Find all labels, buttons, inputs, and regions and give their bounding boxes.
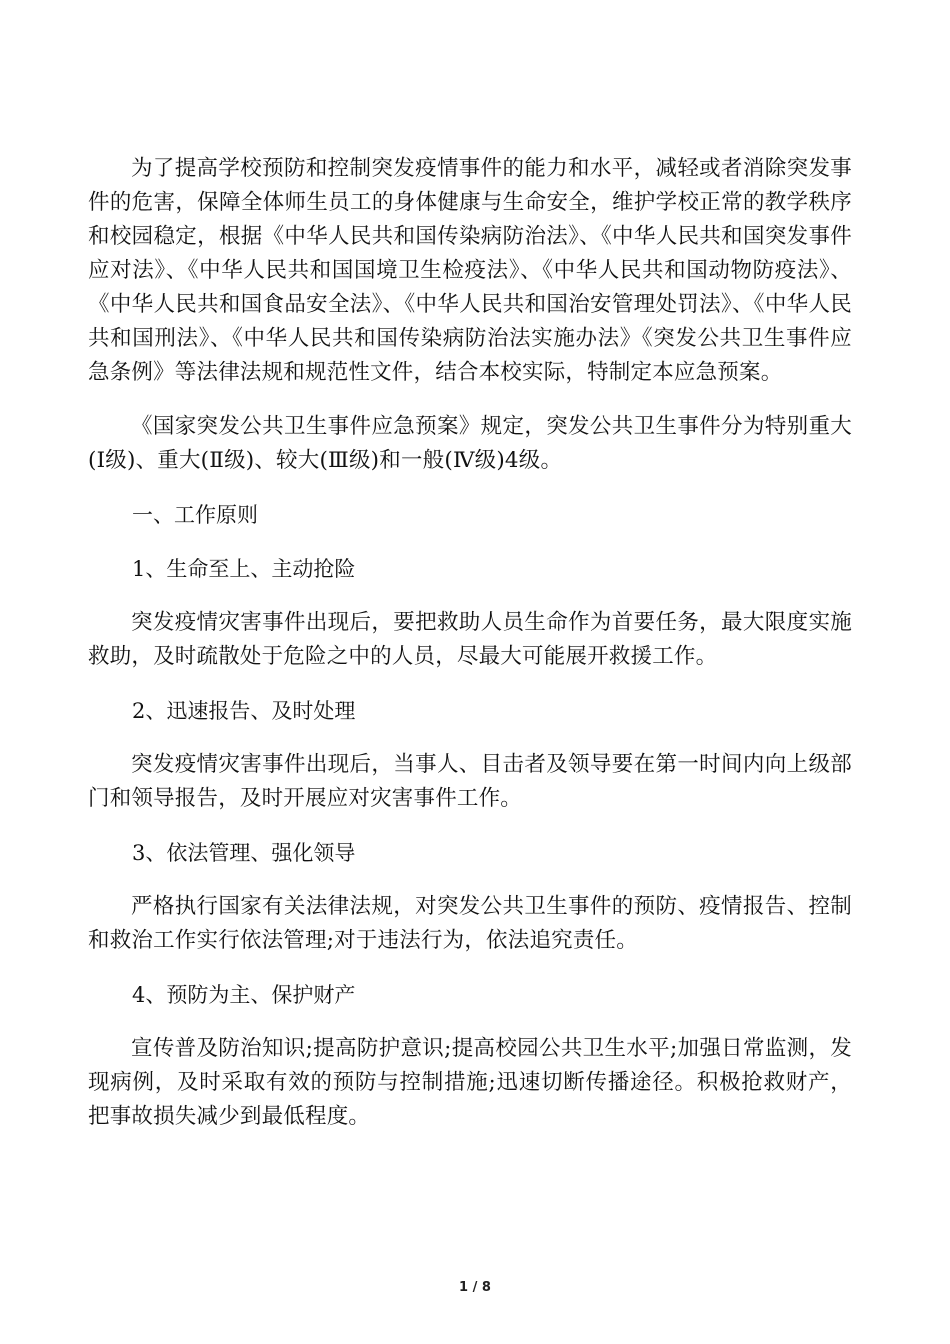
section-heading-principles: 一、工作原则 xyxy=(132,503,258,527)
page-number: 1 / 8 xyxy=(459,1280,491,1295)
paragraph-2: 突发疫情灾害事件出现后，当事人、目击者及领导要在第一时间内向上级部门和领导报告，及时开展应对灾害事件工作。 xyxy=(88,752,852,811)
paragraph-classification: 《国家突发公共卫生事件应急预案》规定，突发公共卫生事件分为特别重大(Ⅰ级)、重大(Ⅱ级)、较大(Ⅲ级)和一般(Ⅳ级)4级。 xyxy=(88,414,852,473)
paragraph-1: 突发疫情灾害事件出现后，要把救助人员生命作为首要任务，最大限度实施救助，及时疏散处于危险之中的人员，尽最大可能展开救援工作。 xyxy=(88,610,852,669)
subheading-2: 2、迅速报告、及时处理 xyxy=(132,699,356,723)
subheading-4: 4、预防为主、保护财产 xyxy=(132,983,356,1007)
subheading-3: 3、依法管理、强化领导 xyxy=(132,841,356,865)
paragraph-3: 严格执行国家有关法律法规，对突发公共卫生事件的预防、疫情报告、控制和救治工作实行依法管理;对于违法行为，依法追究责任。 xyxy=(88,894,852,953)
subheading-1: 1、生命至上、主动抢险 xyxy=(132,557,356,581)
paragraph-4: 宣传普及防治知识;提高防护意识;提高校园公共卫生水平;加强日常监测，发现病例，及时采取有效的预防与控制措施;迅速切断传播途径。积极抢救财产，把事故损失减少到最低程度。 xyxy=(88,1036,852,1129)
paragraph-intro: 为了提高学校预防和控制突发疫情事件的能力和水平，减轻或者消除突发事件的危害，保障全体师生员工的身体健康与生命安全，维护学校正常的教学秩序和校园稳定，根据《中华人民共和国传染病防治法》、《中华人民共和国突发事件应对法》、《中华人民共和国国境卫生检疫法》、《中华人民共和国动物防疫法》、《中华人民共和国食品安全法》、《中华人民共和国治安管理处罚法》、《中华人民共和国刑法》、《中华人民共和国传染病防治法实施办法》《突发公共卫生事件应急条例》等法律法规和规范性文件，结合本校实际，特制定本应急预案。 xyxy=(88,156,852,385)
document-body xyxy=(88,152,852,1154)
